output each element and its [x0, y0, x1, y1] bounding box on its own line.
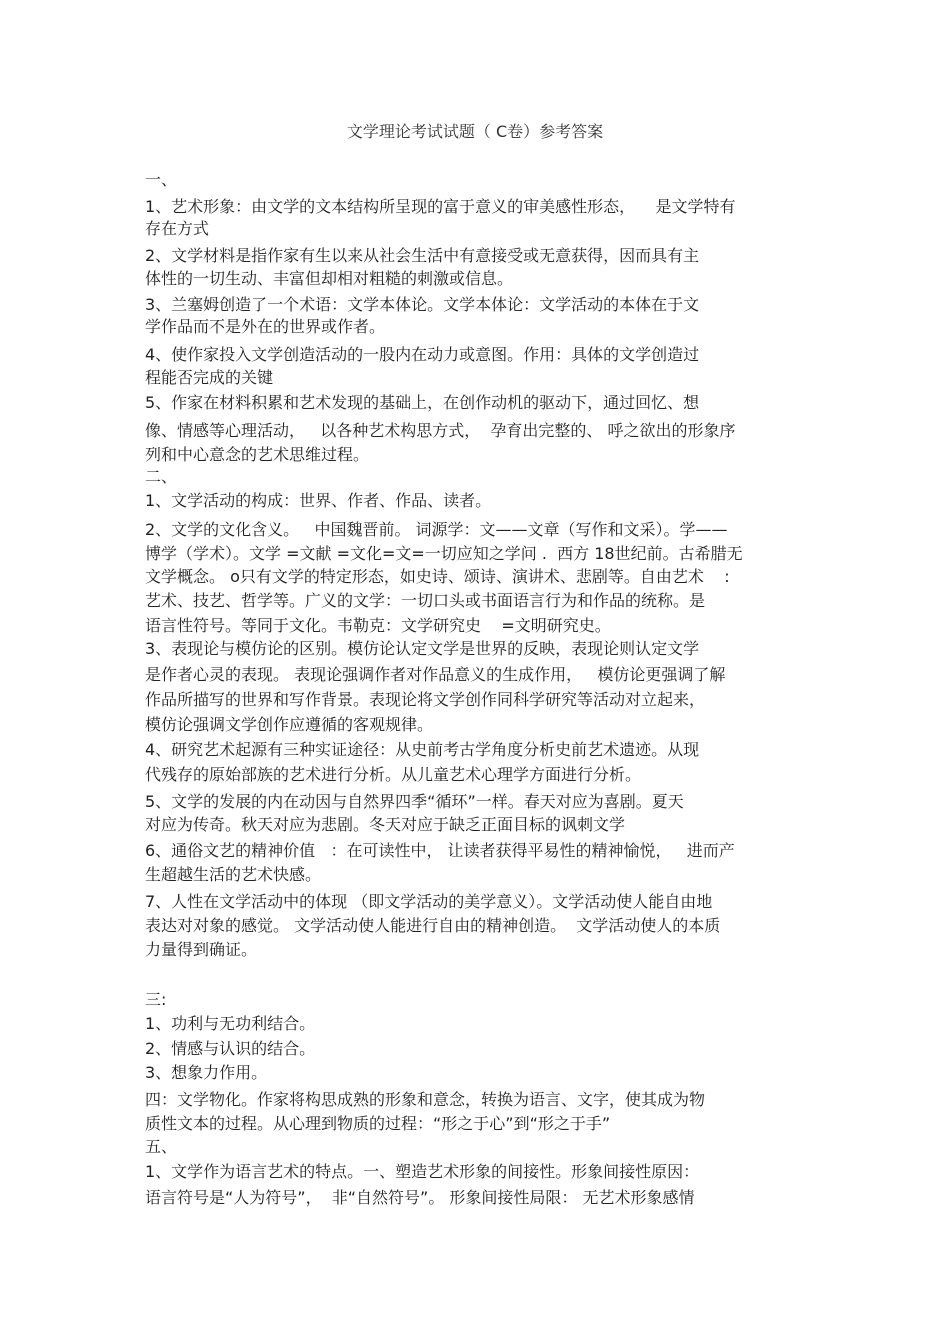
- text-line: 7、人性在文学活动中的体现 （即文学活动的美学意义）。文学活动使人能自由地: [145, 892, 713, 911]
- text-line: 5、作家在材料积累和艺术发现的基础上，在创作动机的驱动下，通过回忆、想: [145, 393, 700, 412]
- text-line: 二、: [145, 467, 178, 486]
- text-line: 对应为传奇。秋天对应为悲剧。冬天对应于缺乏正面目标的讽刺文学: [145, 815, 626, 834]
- text-line: 3、表现论与模仿论的区别。模仿论认定文学是世界的反映，表现论则认定文学: [145, 639, 700, 658]
- text-line: 四：文学物化。作家将构思成熟的形象和意念，转换为语言、文字，使其成为物: [145, 1090, 706, 1109]
- text-line: 表达对对象的感觉。 文学活动使人能进行自由的精神创造。 文学活动使人的本质: [145, 916, 721, 935]
- text-line: 程能否完成的关键: [145, 368, 274, 387]
- text-line: 4、研究艺术起源有三种实证途径：从史前考古学角度分析史前艺术遗迹。从现: [145, 740, 700, 759]
- text-line: 学作品而不是外在的世界或作者。: [145, 317, 386, 336]
- text-line: 代残存的原始部族的艺术进行分析。从儿童艺术心理学方面进行分析。: [145, 765, 642, 784]
- text-line: 五、: [145, 1137, 178, 1156]
- text-line: 像、情感等心理活动， 以各种艺术构思方式， 孕育出完整的、 呼之欲出的形象序: [145, 421, 736, 440]
- text-line: 模仿论强调文学创作应遵循的客观规律。: [145, 715, 434, 734]
- text-line: 博学（学术）。文学 =文献 =文化=文=一切应知之学问 . 西方 18世纪前。古希腊无: [145, 544, 743, 563]
- text-line: 1、文学活动的构成：世界、作者、作品、读者。: [145, 491, 492, 510]
- text-line: 文学概念。 o只有文学的特定形态，如史诗、颂诗、演讲术、悲剧等。自由艺术 :: [145, 567, 730, 586]
- text-line: 质性文本的过程。从心理到物质的过程：“形之于心”到“形之于手”: [145, 1114, 611, 1133]
- text-line: 3、想象力作用。: [145, 1063, 268, 1082]
- text-line: 语言性符号。等同于文化。韦勒克：文学研究史 =文明研究史。: [145, 616, 611, 635]
- text-line: 语言符号是“人为符号”， 非“自然符号”。 形象间接性局限： 无艺术形象感情: [145, 1188, 695, 1207]
- text-line: 存在方式: [145, 219, 210, 238]
- text-line: 一、: [145, 170, 178, 189]
- text-line: 2、情感与认识的结合。: [145, 1039, 316, 1058]
- text-line: 6、通俗文艺的精神价值 ：在可读性中， 让读者获得平易性的精神愉悦， 进而产: [145, 841, 735, 860]
- text-line: 3、兰塞姆创造了一个术语：文学本体论。文学本体论：文学活动的本体在于文: [145, 295, 700, 314]
- text-line: 列和中心意念的艺术思维过程。: [145, 445, 370, 464]
- text-line: 作品所描写的世界和写作背景。表现论将文学创作同科学研究等活动对立起来，: [145, 690, 706, 709]
- text-line: 力量得到确证。: [145, 940, 258, 959]
- text-line: 生超越生活的艺术快感。: [145, 865, 322, 884]
- text-line: 艺术、技艺、哲学等。广义的文学：一切口头或书面语言行为和作品的统称。是: [145, 591, 706, 610]
- text-line: 体性的一切生动、丰富但却相对粗糙的刺激或信息。: [145, 269, 514, 288]
- text-line: 1、功利与无功利结合。: [145, 1014, 316, 1033]
- text-line: 1、艺术形象：由文学的文本结构所呈现的富于意义的审美感性形态， 是文学特有: [145, 197, 736, 216]
- text-line: 三:: [145, 990, 167, 1009]
- document-title: 文学理论考试试题（ C卷）参考答案: [346, 122, 604, 141]
- text-line: 2、文学材料是指作家有生以来从社会生活中有意接受或无意获得，因而具有主: [145, 246, 700, 265]
- text-line: 2、文学的文化含义。 中国魏晋前。 词源学：文——文章（写作和文采）。学——: [145, 520, 728, 539]
- text-line: 5、文学的发展的内在动因与自然界四季“循环”一样。春天对应为喜剧。夏天: [145, 792, 684, 811]
- text-line: 是作者心灵的表现。 表现论强调作者对作品意义的生成作用， 模仿论更强调了解: [145, 665, 726, 684]
- text-line: 1、文学作为语言艺术的特点。一、塑造艺术形象的间接性。形象间接性原因：: [145, 1162, 700, 1181]
- text-line: 4、使作家投入文学创造活动的一股内在动力或意图。作用：具体的文学创造过: [145, 345, 700, 364]
